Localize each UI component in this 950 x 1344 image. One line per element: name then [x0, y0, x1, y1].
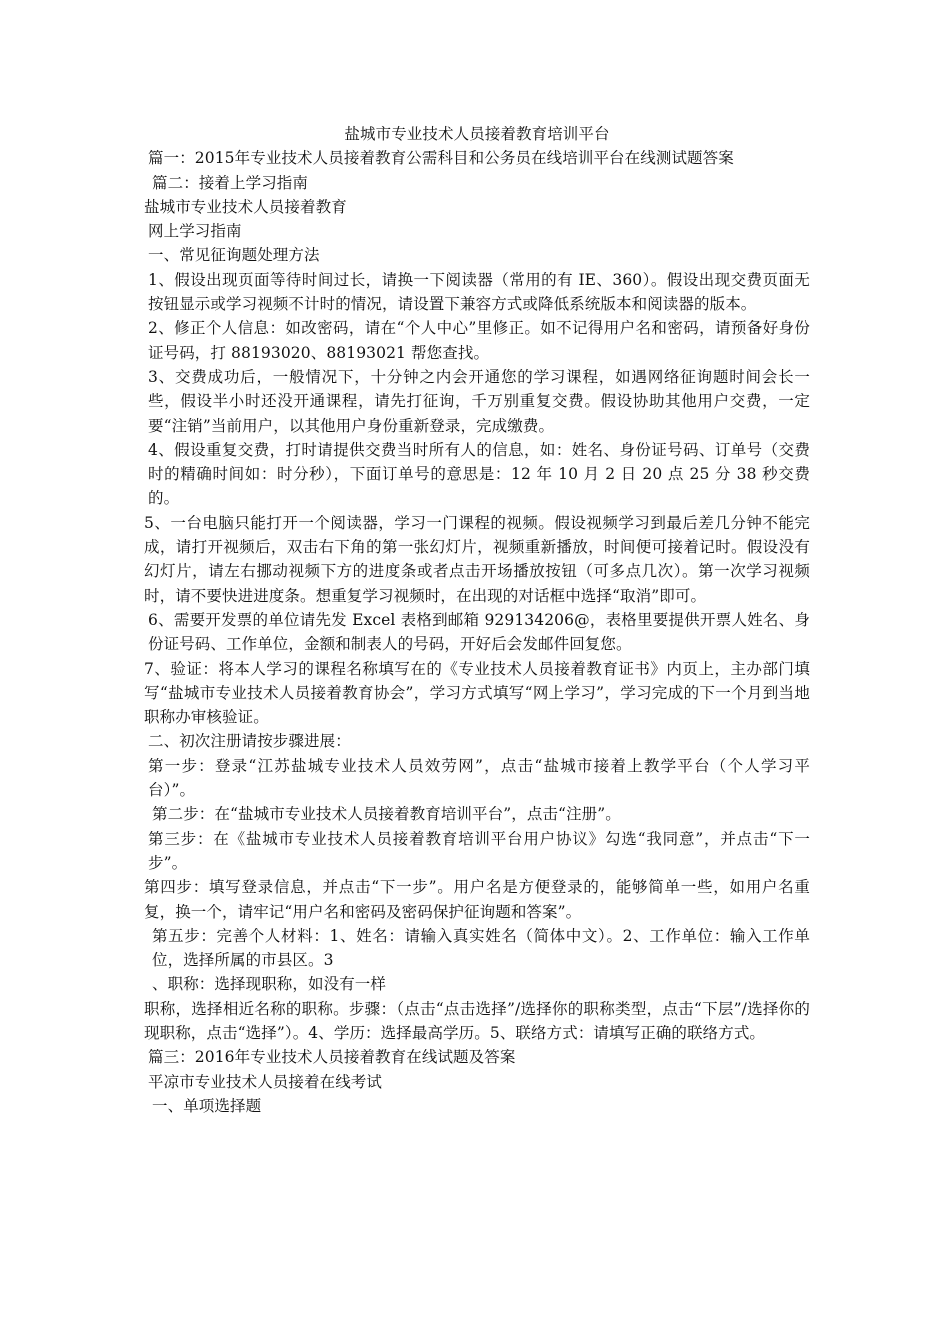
paragraph: 7、验证：将本人学习的课程名称填写在的《专业技术人员接着教育证书》内页上，主办部门填写“盐城市专业技术人员接着教育协会”，学习方式填写“网上学习”，学习完成的下一个月到当地职称办审核验证。 — [144, 659, 810, 727]
section-heading-part1: 篇一：2015年专业技术人员接着教育公需科目和公务员在线培训平台在线测试题答案 — [148, 149, 734, 168]
paragraph: 职称，选择相近名称的职称。步骤：（点击“点击选择”/选择你的职称类型，点击“下层”/选择你的现职称，点击“选择”）。4、学历：选择最高学历。5、联络方式：请填写正确的联络方式。 — [144, 999, 810, 1042]
paragraph: 2、修正个人信息：如改密码，请在“个人中心”里修正。如不记得用户名和密码，请预备好身份证号码，打 88193020、88193021 帮您查找。 — [148, 319, 810, 362]
paragraph: 1、假设出现页面等待时间过长，请换一下阅读器（常用的有 IE、360）。假设出现交费页面无按钮显示或学习视频不计时的情况，请设置下兼容方式或降低系统版本和阅读器的版本。 — [148, 270, 810, 314]
paragraph: 第三步：在《盐城市专业技术人员接着教育培训平台用户协议》勾选“我同意”，并点击“下一步”。 — [148, 829, 810, 872]
paragraph: 3、交费成功后，一般情况下，十分钟之内会开通您的学习课程，如遇网络征询题时间会长一些，假设半小时还没开通课程，请先打征询，千万别重复交费。假设协助其他用户交费，一定要“注销”当前用户，以其他用户身份重新登录，完成缴费。 — [148, 367, 810, 435]
paragraph: 4、假设重复交费，打时请提供交费当时所有人的信息，如：姓名、身份证号码、订单号（交费时的精确时间如：时分秒），下面订单号的意思是：12 年 10 月 2 日 20 点 25 分 38 秒交费的。 — [148, 440, 810, 508]
paragraph: 第二步：在“盐城市专业技术人员接着教育培训平台”，点击“注册”。 — [152, 805, 621, 824]
paragraph: 、职称：选择现职称，如没有一样 — [152, 975, 387, 994]
document-title: 盐城市专业技术人员接着教育培训平台 — [344, 125, 610, 143]
section-heading-part3: 篇三：2016年专业技术人员接着教育在线试题及答案 — [148, 1048, 516, 1067]
paragraph: 第四步：填写登录信息，并点击“下一步”。用户名是方便登录的，能够简单一些，如用户名重复，换一个，请牢记“用户名和密码及密码保护征询题和答案”。 — [144, 878, 810, 921]
document-page — [144, 122, 810, 1118]
paragraph: 第五步：完善个人材料：1、姓名：请输入真实姓名（简体中文）。2、工作单位：输入工作单位，选择所属的市县区。3 — [152, 926, 810, 970]
section-heading: 二、初次注册请按步骤进展： — [148, 732, 351, 751]
paragraph: 5、一台电脑只能打开一个阅读器，学习一门课程的视频。假设视频学习到最后差几分钟不能完成，请打开视频后，双击右下角的第一张幻灯片，视频重新播放，时间便可接着记时。假设没有幻灯片，请左右挪动视频下方的进度条或者点击开场播放按钮（可多点几次）。第一次学习视频时，请不要快进进度条。想重复学习视频时，在出现的对话框中选择“取消”即可。 — [144, 513, 810, 605]
subheading: 盐城市专业技术人员接着教育 — [144, 197, 347, 216]
section-heading: 一、常见征询题处理方法 — [148, 246, 320, 265]
section-heading: 一、单项选择题 — [152, 1096, 262, 1115]
paragraph: 6、需要开发票的单位请先发 Excel 表格到邮箱 929134206@，表格里要提供开票人姓名、身份证号码、工作单位，金额和制表人的号码，开好后会发邮件回复您。 — [148, 610, 810, 654]
section-heading-part2: 篇二：接着上学习指南 — [152, 173, 309, 192]
subheading: 网上学习指南 — [148, 222, 242, 241]
paragraph: 第一步：登录“江苏盐城专业技术人员效劳网”，点击“盐城市接着上教学平台（个人学习平台）”。 — [148, 756, 810, 800]
subheading: 平凉市专业技术人员接着在线考试 — [148, 1072, 383, 1091]
